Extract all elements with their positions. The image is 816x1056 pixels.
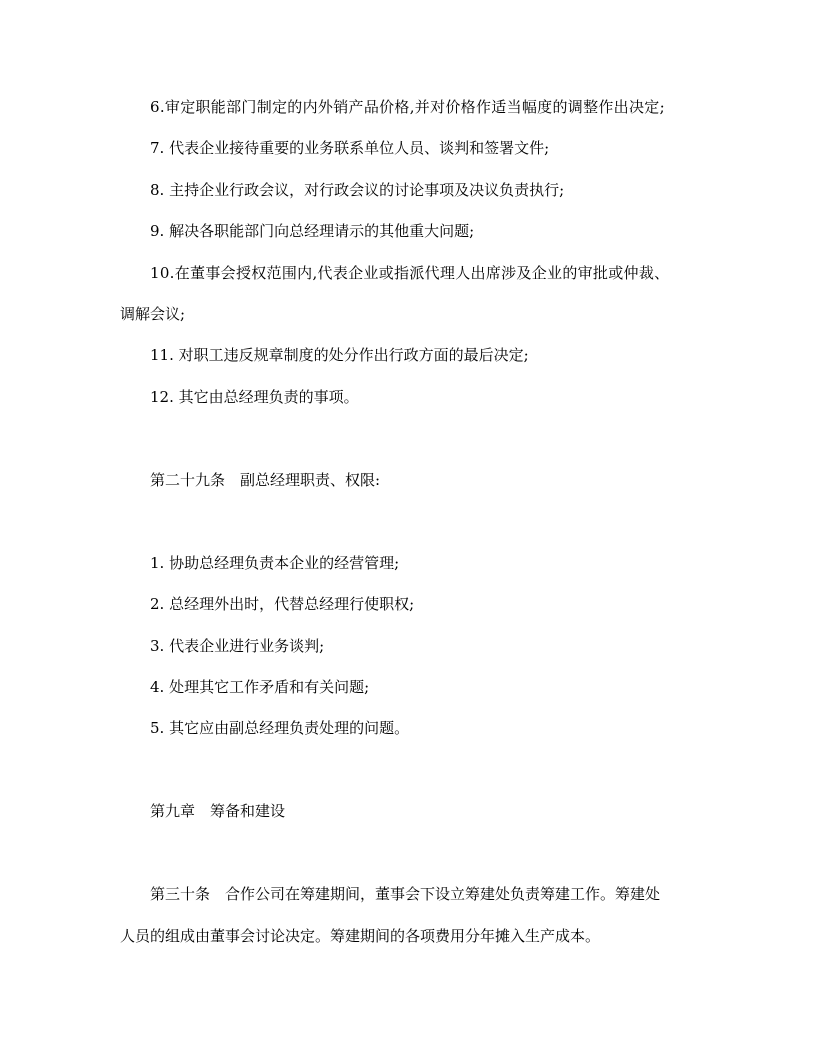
article-30-line-2: 人员的组成由董事会讨论决定。筹建期间的各项费用分年摊入生产成本。: [120, 927, 601, 945]
gm-duty-item-8: 8. 主持企业行政会议，对行政会议的讨论事项及决议负责执行;: [150, 181, 565, 199]
gm-duty-item-9: 9. 解决各职能部门向总经理请示的其他重大问题;: [150, 222, 475, 240]
deputy-gm-duty-item-5: 5. 其它应由副总经理负责处理的问题。: [150, 719, 410, 737]
gm-duty-item-11: 11. 对职工违反规章制度的处分作出行政方面的最后决定;: [150, 346, 529, 364]
deputy-gm-duty-item-1: 1. 协助总经理负责本企业的经营管理;: [150, 554, 400, 572]
article-29-heading: 第二十九条 副总经理职责、权限:: [150, 471, 381, 489]
gm-duty-item-7: 7. 代表企业接待重要的业务联系单位人员、谈判和签署文件;: [150, 139, 550, 157]
chapter-9-heading: 第九章 筹备和建设: [150, 802, 286, 820]
gm-duty-item-12: 12. 其它由总经理负责的事项。: [150, 388, 359, 406]
deputy-gm-duty-item-3: 3. 代表企业进行业务谈判;: [150, 637, 325, 655]
article-30-line-1: 第三十条 合作公司在筹建期间，董事会下设立筹建处负责筹建工作。筹建处: [150, 885, 661, 903]
gm-duty-item-10-continued: 调解会议;: [120, 305, 186, 323]
gm-duty-item-6: 6.审定职能部门制定的内外销产品价格,并对价格作适当幅度的调整作出决定;: [150, 98, 665, 116]
deputy-gm-duty-item-2: 2. 总经理外出时，代替总经理行使职权;: [150, 595, 415, 613]
gm-duty-item-10: 10.在董事会授权范围内,代表企业或指派代理人出席涉及企业的审批或仲裁、: [150, 264, 670, 282]
deputy-gm-duty-item-4: 4. 处理其它工作矛盾和有关问题;: [150, 678, 370, 696]
